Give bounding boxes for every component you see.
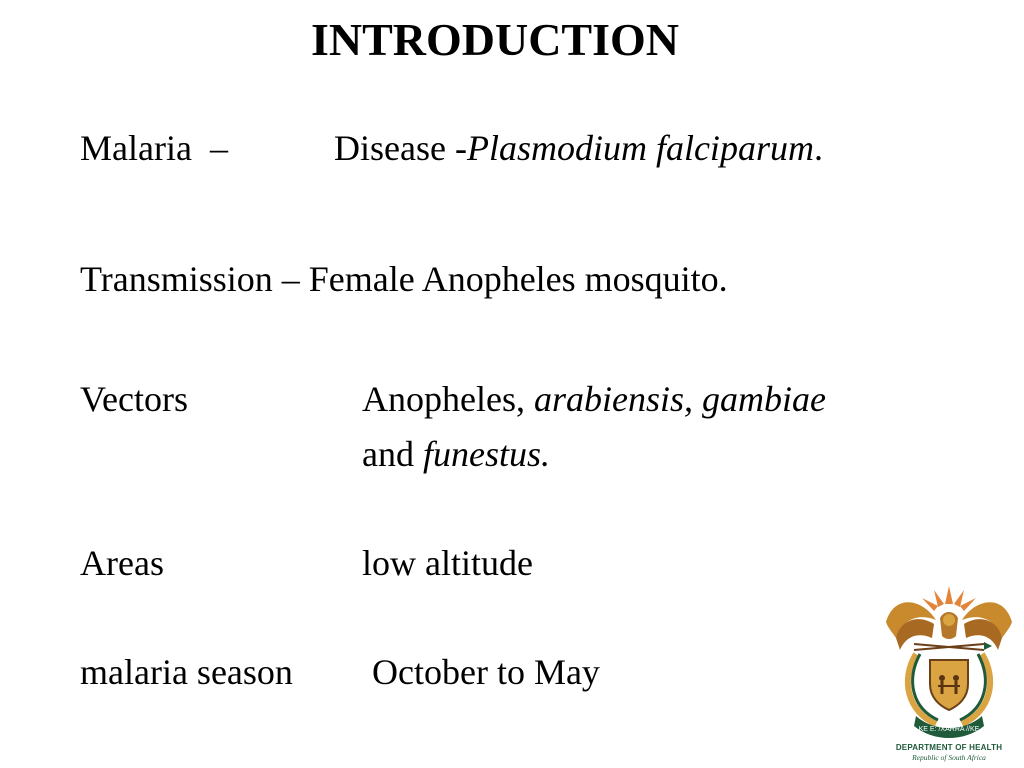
vectors-label: Vectors: [80, 379, 188, 419]
department-name: DEPARTMENT OF HEALTH: [895, 743, 1003, 752]
vectors-line-2: [362, 432, 550, 476]
season-label: malaria season: [80, 652, 293, 692]
vectors-and: and: [362, 434, 423, 474]
transmission-line: Transmission – Female Anopheles mosquito.: [80, 259, 728, 299]
vectors-funestus: funestus.: [422, 434, 550, 474]
malaria-description: [334, 126, 823, 170]
republic-name: Republic of South Africa: [912, 753, 986, 762]
vectors-species: arabiensis, gambiae: [533, 379, 826, 419]
slide-title: INTRODUCTION: [310, 14, 680, 65]
season-value: October to May: [372, 652, 600, 692]
vectors-prefix: Anopheles,: [362, 379, 534, 419]
areas-label: Areas: [80, 543, 164, 583]
malaria-label: Malaria –: [80, 128, 228, 168]
coat-of-arms-icon: [874, 580, 1024, 740]
coat-of-arms-motto: KE E: /XARRA //KE: [918, 726, 980, 733]
malaria-species: Plasmodium falciparum: [466, 128, 814, 168]
department-of-health-logo: [874, 580, 1024, 768]
areas-value: low altitude: [362, 543, 533, 583]
malaria-prefix: Disease -: [334, 128, 467, 168]
vectors-line-1: [362, 377, 826, 421]
malaria-suffix: .: [813, 128, 823, 168]
